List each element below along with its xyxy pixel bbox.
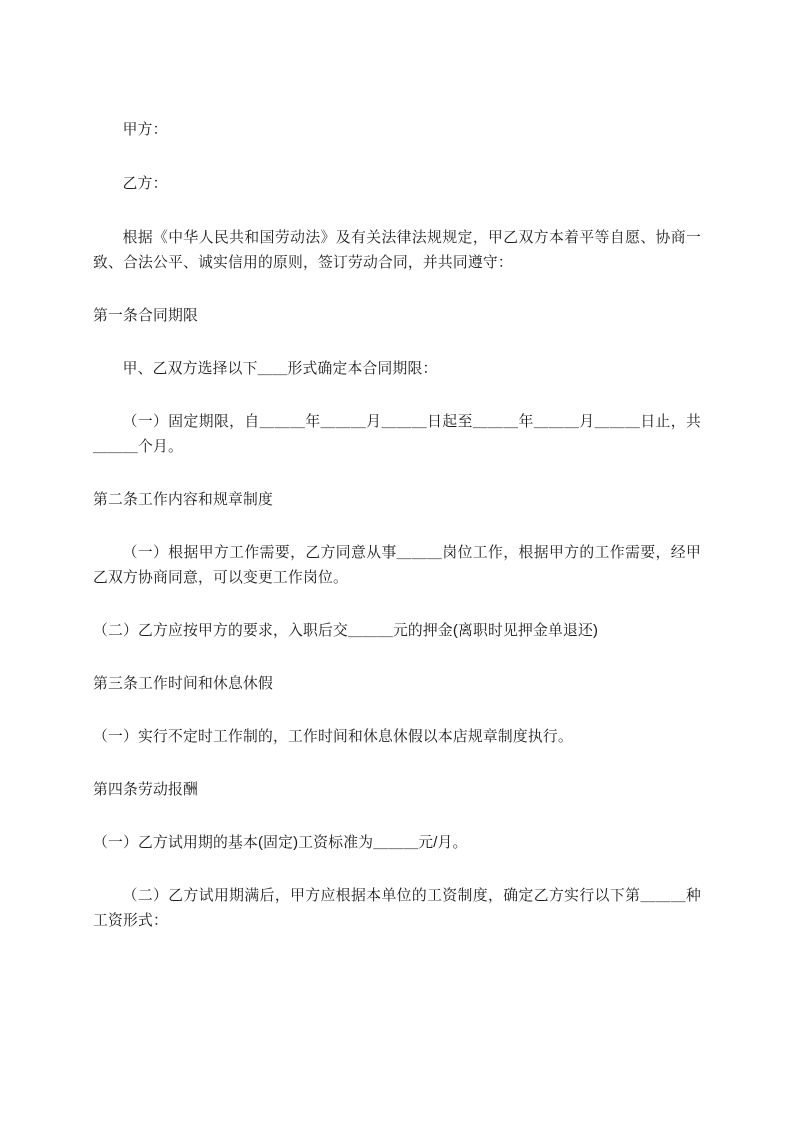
article-1-item-1-paragraph: （一）固定期限，自＿＿＿年＿＿＿月＿＿＿日起至＿＿＿年＿＿＿月＿＿＿日止，共＿＿＿个月。 [93,414,701,455]
preamble-paragraph: 根据《中华人民共和国劳动法》及有关法律法规规定，甲乙双方本着平等自愿、协商一致、合法公平、诚实信用的原则，签订劳动合同，并共同遵守： [93,230,701,271]
article-2-item-2-paragraph: （二）乙方应按甲方的要求，入职后交＿＿＿元的押金(离职时见押金单退还) [93,623,599,639]
article-3-item-1-paragraph: （一）实行不定时工作制的，工作时间和休息休假以本店规章制度执行。 [93,729,573,745]
party-b-line: 乙方： [122,176,168,192]
article-4-item-2-paragraph: （二）乙方试用期满后，甲方应根据本单位的工资制度，确定乙方实行以下第＿＿＿种工资形式： [93,888,701,929]
article-1-intro-paragraph: 甲、乙双方选择以下＿＿形式确定本合同期限： [122,361,438,377]
document-text-body [93,118,701,934]
article-4-heading: 第四条劳动报酬 [93,782,198,798]
article-4-item-1-paragraph: （一）乙方试用期的基本(固定)工资标准为＿＿＿元/月。 [93,835,468,851]
article-2-heading: 第二条工作内容和规章制度 [93,492,273,508]
article-2-item-1-paragraph: （一）根据甲方工作需要，乙方同意从事＿＿＿岗位工作，根据甲方的工作需要，经甲乙双方协商同意，可以变更工作岗位。 [93,545,701,586]
party-a-line: 甲方： [122,122,168,138]
article-3-heading: 第三条工作时间和休息休假 [93,676,273,692]
article-1-heading: 第一条合同期限 [93,308,198,324]
